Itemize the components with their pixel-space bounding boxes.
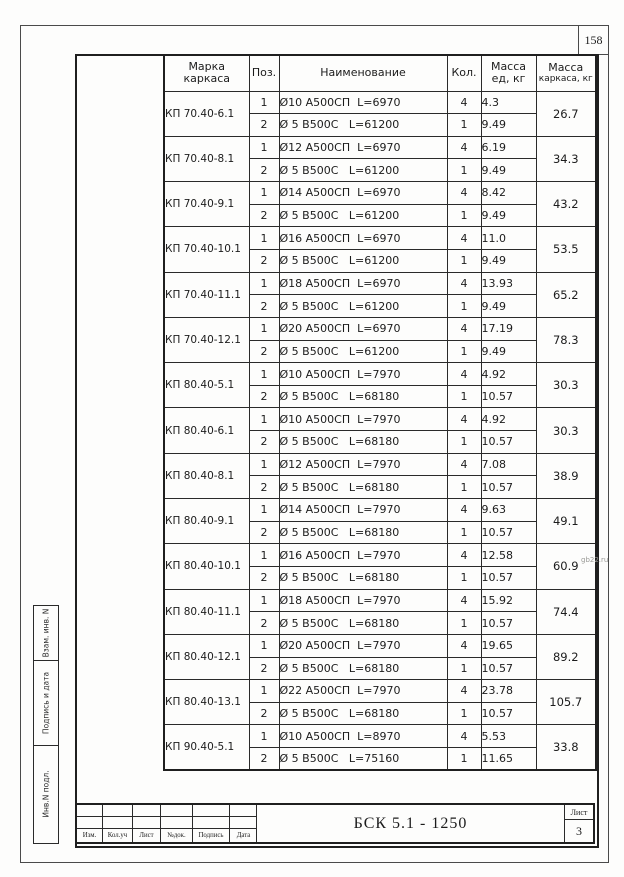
quantity-cell: 4 xyxy=(447,499,481,522)
frame-mass-cell: 49.1 xyxy=(536,499,596,544)
item-name-cell: Ø10 А500СП L=7970 xyxy=(279,363,447,386)
unit-mass-cell: 4.3 xyxy=(481,91,536,114)
position-cell: 1 xyxy=(249,408,279,431)
quantity-cell: 4 xyxy=(447,182,481,205)
unit-mass-cell: 12.58 xyxy=(481,544,536,567)
frame-mass-cell: 34.3 xyxy=(536,136,596,181)
watermark: gb22.ru xyxy=(581,556,609,564)
item-name-cell: Ø18 А500СП L=7970 xyxy=(279,589,447,612)
table-row xyxy=(164,589,596,612)
frame-mark-cell: КП 80.40-5.1 xyxy=(164,363,249,408)
quantity-cell: 4 xyxy=(447,317,481,340)
quantity-cell: 4 xyxy=(447,272,481,295)
unit-mass-cell: 11.65 xyxy=(481,748,536,771)
stamp-cell-inv xyxy=(33,745,59,844)
unit-mass-cell: 9.49 xyxy=(481,340,536,363)
header-mark: Марка каркаса xyxy=(164,55,249,91)
quantity-cell: 4 xyxy=(447,136,481,159)
table-row xyxy=(164,317,596,340)
item-name-cell: Ø 5 В500С L=75160 xyxy=(279,748,447,771)
frame-mass-cell: 89.2 xyxy=(536,634,596,679)
table-row xyxy=(164,136,596,159)
table-row xyxy=(164,680,596,703)
stamp-label-vzam: Взам. инв. N xyxy=(41,608,51,658)
position-cell: 2 xyxy=(249,748,279,771)
quantity-cell: 1 xyxy=(447,657,481,680)
position-cell: 1 xyxy=(249,272,279,295)
unit-mass-cell: 9.49 xyxy=(481,295,536,318)
position-cell: 2 xyxy=(249,702,279,725)
header-mass-total: Масса каркаса, кг xyxy=(536,55,596,91)
frame-mass-cell: 38.9 xyxy=(536,453,596,498)
scan-sheet-number-value: 158 xyxy=(584,32,603,47)
position-cell: 2 xyxy=(249,114,279,137)
position-cell: 1 xyxy=(249,680,279,703)
unit-mass-cell: 13.93 xyxy=(481,272,536,295)
revision-column-label: Кол.уч xyxy=(103,829,133,842)
item-name-cell: Ø 5 В500С L=61200 xyxy=(279,159,447,182)
item-name-cell: Ø 5 В500С L=68180 xyxy=(279,566,447,589)
item-name-cell: Ø 5 В500С L=68180 xyxy=(279,702,447,725)
header-mass-unit: Масса ед, кг xyxy=(481,55,536,91)
unit-mass-cell: 10.57 xyxy=(481,566,536,589)
header-qty: Кол. xyxy=(447,55,481,91)
frame-mark-cell: КП 70.40-10.1 xyxy=(164,227,249,272)
sheet-label: Лист xyxy=(565,805,593,820)
quantity-cell: 1 xyxy=(447,476,481,499)
position-cell: 1 xyxy=(249,91,279,114)
quantity-cell: 4 xyxy=(447,453,481,476)
item-name-cell: Ø10 А500СП L=6970 xyxy=(279,91,447,114)
frame-mass-cell: 60.9 xyxy=(536,544,596,589)
table-row xyxy=(164,453,596,476)
item-name-cell: Ø 5 В500С L=61200 xyxy=(279,114,447,137)
position-cell: 1 xyxy=(249,453,279,476)
revision-column-label: Лист xyxy=(133,829,161,842)
unit-mass-cell: 9.49 xyxy=(481,249,536,272)
unit-mass-cell: 10.57 xyxy=(481,521,536,544)
position-cell: 1 xyxy=(249,544,279,567)
stamp-label-inv: Инв.N подл. xyxy=(41,770,51,818)
table-row xyxy=(164,499,596,522)
position-cell: 1 xyxy=(249,634,279,657)
frame-mark-cell: КП 70.40-11.1 xyxy=(164,272,249,317)
frame-mass-cell: 43.2 xyxy=(536,182,596,227)
unit-mass-cell: 23.78 xyxy=(481,680,536,703)
position-cell: 2 xyxy=(249,476,279,499)
quantity-cell: 1 xyxy=(447,295,481,318)
position-cell: 2 xyxy=(249,566,279,589)
frame-mass-cell: 26.7 xyxy=(536,91,596,136)
frame-mass-cell: 33.8 xyxy=(536,725,596,770)
revision-column-label: Дата xyxy=(236,832,251,839)
table-row xyxy=(164,544,596,567)
revision-empty-cell xyxy=(133,805,161,817)
table-row xyxy=(164,227,596,250)
revision-column-label: Подпись xyxy=(193,829,230,842)
quantity-cell: 1 xyxy=(447,204,481,227)
unit-mass-cell: 5.53 xyxy=(481,725,536,748)
unit-mass-cell: 10.57 xyxy=(481,612,536,635)
revision-empty-cell xyxy=(161,817,193,829)
position-cell: 2 xyxy=(249,159,279,182)
header-name: Наименование xyxy=(279,55,447,91)
frame-mark-cell: КП 90.40-5.1 xyxy=(164,725,249,770)
title-block-revision-grid xyxy=(77,805,257,842)
position-cell: 1 xyxy=(249,363,279,386)
quantity-cell: 4 xyxy=(447,725,481,748)
position-cell: 2 xyxy=(249,431,279,454)
frame-mass-cell: 78.3 xyxy=(536,317,596,362)
frame-mark-cell: КП 80.40-13.1 xyxy=(164,680,249,725)
quantity-cell: 4 xyxy=(447,91,481,114)
stamp-cell-podpis xyxy=(33,660,59,745)
unit-mass-cell: 4.92 xyxy=(481,408,536,431)
item-name-cell: Ø14 А500СП L=7970 xyxy=(279,499,447,522)
item-name-cell: Ø 5 В500С L=68180 xyxy=(279,385,447,408)
unit-mass-cell: 10.57 xyxy=(481,431,536,454)
stamp-cell-vzam xyxy=(33,605,59,660)
frame-mass-cell: 30.3 xyxy=(536,408,596,453)
quantity-cell: 1 xyxy=(447,748,481,771)
frame-mark-cell: КП 80.40-9.1 xyxy=(164,499,249,544)
position-cell: 2 xyxy=(249,521,279,544)
item-name-cell: Ø12 А500СП L=7970 xyxy=(279,453,447,476)
unit-mass-cell: 4.92 xyxy=(481,363,536,386)
position-cell: 2 xyxy=(249,295,279,318)
item-name-cell: Ø 5 В500С L=68180 xyxy=(279,657,447,680)
quantity-cell: 1 xyxy=(447,702,481,725)
revision-empty-cell xyxy=(161,805,193,817)
table-row xyxy=(164,363,596,386)
unit-mass-cell: 11.0 xyxy=(481,227,536,250)
item-name-cell: Ø10 А500СП L=7970 xyxy=(279,408,447,431)
title-block xyxy=(75,803,595,844)
frames-table-body xyxy=(164,91,596,770)
position-cell: 2 xyxy=(249,249,279,272)
table-row xyxy=(164,182,596,205)
frame-mass-cell: 74.4 xyxy=(536,589,596,634)
position-cell: 2 xyxy=(249,385,279,408)
left-stamp-column xyxy=(33,605,59,845)
header-pos: Поз. xyxy=(249,55,279,91)
frame-mark-cell: КП 70.40-8.1 xyxy=(164,136,249,181)
revision-empty-cell xyxy=(193,817,230,829)
item-name-cell: Ø22 А500СП L=7970 xyxy=(279,680,447,703)
position-cell: 1 xyxy=(249,589,279,612)
table-row xyxy=(164,91,596,114)
sheet-number-box xyxy=(564,805,593,842)
revision-empty-cell xyxy=(77,817,103,829)
position-cell: 2 xyxy=(249,612,279,635)
quantity-cell: 1 xyxy=(447,385,481,408)
frame-mass-cell: 30.3 xyxy=(536,363,596,408)
item-name-cell: Ø 5 В500С L=68180 xyxy=(279,431,447,454)
unit-mass-cell: 17.19 xyxy=(481,317,536,340)
unit-mass-cell: 10.57 xyxy=(481,385,536,408)
table-row xyxy=(164,634,596,657)
revision-empty-cell xyxy=(103,805,133,817)
stamp-label-podpis: Подпись и дата xyxy=(41,671,51,735)
quantity-cell: 1 xyxy=(447,159,481,182)
item-name-cell: Ø 5 В500С L=68180 xyxy=(279,521,447,544)
item-name-cell: Ø 5 В500С L=61200 xyxy=(279,249,447,272)
scan-sheet-number xyxy=(578,26,608,55)
frame-mark-cell: КП 80.40-8.1 xyxy=(164,453,249,498)
unit-mass-cell: 10.57 xyxy=(481,702,536,725)
frame-mark-cell: КП 70.40-6.1 xyxy=(164,91,249,136)
sheet-value: 3 xyxy=(576,823,582,838)
position-cell: 2 xyxy=(249,204,279,227)
item-name-cell: Ø12 А500СП L=6970 xyxy=(279,136,447,159)
frame-mark-cell: КП 70.40-9.1 xyxy=(164,182,249,227)
table-row xyxy=(164,725,596,748)
frame-mark-cell: КП 80.40-11.1 xyxy=(164,589,249,634)
revision-empty-cell xyxy=(133,817,161,829)
position-cell: 2 xyxy=(249,657,279,680)
revision-empty-cell xyxy=(103,817,133,829)
frames-specification-table xyxy=(163,54,597,771)
unit-mass-cell: 19.65 xyxy=(481,634,536,657)
item-name-cell: Ø 5 В500С L=61200 xyxy=(279,340,447,363)
quantity-cell: 1 xyxy=(447,431,481,454)
unit-mass-cell: 10.57 xyxy=(481,657,536,680)
quantity-cell: 1 xyxy=(447,612,481,635)
item-name-cell: Ø16 А500СП L=7970 xyxy=(279,544,447,567)
quantity-cell: 4 xyxy=(447,634,481,657)
item-name-cell: Ø 5 В500С L=68180 xyxy=(279,476,447,499)
item-name-cell: Ø14 А500СП L=6970 xyxy=(279,182,447,205)
quantity-cell: 4 xyxy=(447,227,481,250)
quantity-cell: 4 xyxy=(447,544,481,567)
quantity-cell: 4 xyxy=(447,589,481,612)
item-name-cell: Ø20 А500СП L=7970 xyxy=(279,634,447,657)
table-row xyxy=(164,272,596,295)
quantity-cell: 4 xyxy=(447,363,481,386)
position-cell: 1 xyxy=(249,227,279,250)
document-number: БСК 5.1 - 1250 xyxy=(353,814,468,832)
quantity-cell: 1 xyxy=(447,521,481,544)
unit-mass-cell: 8.42 xyxy=(481,182,536,205)
quantity-cell: 1 xyxy=(447,114,481,137)
unit-mass-cell: 15.92 xyxy=(481,589,536,612)
item-name-cell: Ø 5 В500С L=61200 xyxy=(279,204,447,227)
item-name-cell: Ø10 А500СП L=8970 xyxy=(279,725,447,748)
frame-mark-cell: КП 70.40-12.1 xyxy=(164,317,249,362)
position-cell: 1 xyxy=(249,136,279,159)
revision-empty-cell xyxy=(193,805,230,817)
revision-column-label: №док. xyxy=(161,829,193,842)
table-row xyxy=(164,408,596,431)
item-name-cell: Ø 5 В500С L=68180 xyxy=(279,612,447,635)
quantity-cell: 1 xyxy=(447,566,481,589)
item-name-cell: Ø 5 В500С L=61200 xyxy=(279,295,447,318)
item-name-cell: Ø20 А500СП L=6970 xyxy=(279,317,447,340)
frame-mark-cell: КП 80.40-6.1 xyxy=(164,408,249,453)
revision-empty-cell xyxy=(77,805,103,817)
frame-mass-cell: 53.5 xyxy=(536,227,596,272)
unit-mass-cell: 9.49 xyxy=(481,204,536,227)
unit-mass-cell: 6.19 xyxy=(481,136,536,159)
position-cell: 1 xyxy=(249,499,279,522)
frame-mass-cell: 105.7 xyxy=(536,680,596,725)
table-header-row xyxy=(164,55,596,91)
unit-mass-cell: 10.57 xyxy=(481,476,536,499)
quantity-cell: 4 xyxy=(447,680,481,703)
quantity-cell: 4 xyxy=(447,408,481,431)
position-cell: 2 xyxy=(249,340,279,363)
unit-mass-cell: 9.49 xyxy=(481,159,536,182)
item-name-cell: Ø18 А500СП L=6970 xyxy=(279,272,447,295)
frame-mark-cell: КП 80.40-10.1 xyxy=(164,544,249,589)
revision-empty-cell xyxy=(230,805,257,817)
frame-mass-cell: 65.2 xyxy=(536,272,596,317)
unit-mass-cell: 9.49 xyxy=(481,114,536,137)
quantity-cell: 1 xyxy=(447,340,481,363)
position-cell: 1 xyxy=(249,182,279,205)
position-cell: 1 xyxy=(249,725,279,748)
unit-mass-cell: 7.08 xyxy=(481,453,536,476)
quantity-cell: 1 xyxy=(447,249,481,272)
revision-empty-cell xyxy=(230,817,257,829)
position-cell: 1 xyxy=(249,317,279,340)
frame-mark-cell: КП 80.40-12.1 xyxy=(164,634,249,679)
revision-column-label: Изм. xyxy=(77,829,103,842)
unit-mass-cell: 9.63 xyxy=(481,499,536,522)
item-name-cell: Ø16 А500СП L=6970 xyxy=(279,227,447,250)
